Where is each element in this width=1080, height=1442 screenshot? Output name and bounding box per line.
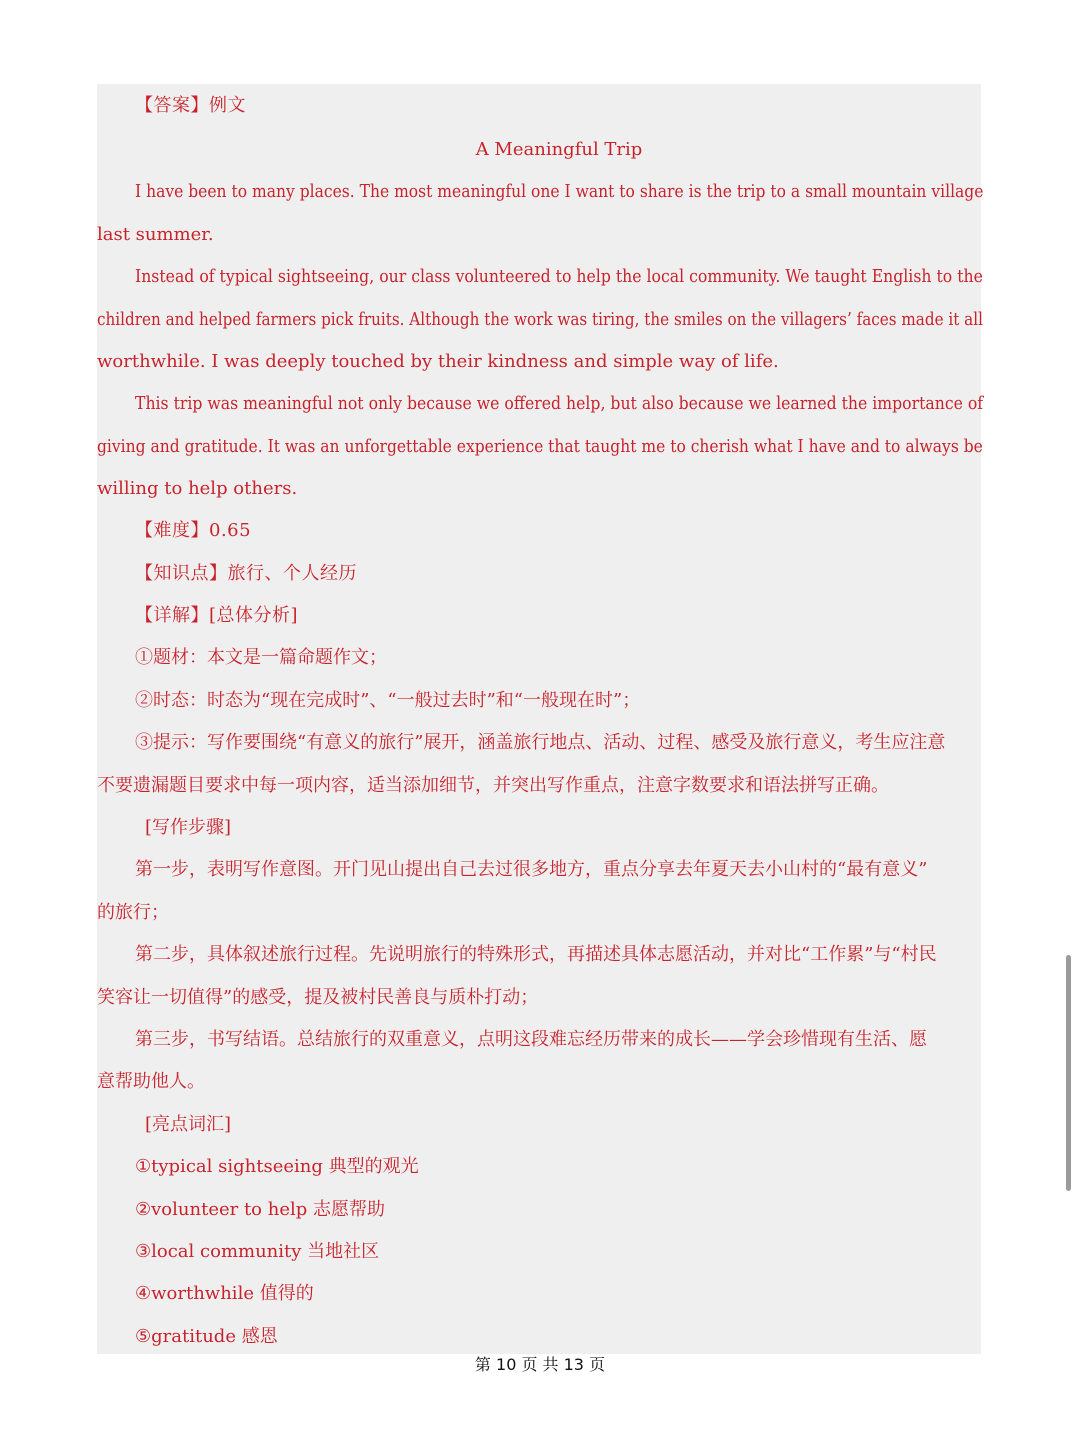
step-2-line-2: 笑容让一切值得”的感受，提及被村民善良与质朴打动； [97,987,539,1008]
step-3-line-1: 第三步，书写结语。总结旅行的双重意义，点明这段难忘经历带来的成长——学会珍惜现有生活、愿 [135,1029,927,1050]
step-3-line-2: 意帮助他人。 [97,1071,205,1092]
answer-label: 【答案】例文 [135,95,246,116]
essay-paragraph-1-line-2: last summer. [97,224,214,245]
analysis-item-tip-line-1: ③提示：写作要围绕“有意义的旅行”展开，涵盖旅行地点、活动、过程、感受及旅行意义，考生应注意 [135,732,946,753]
essay-paragraph-3-line-2: giving and gratitude. It was an unforgettable experience that taught me to cherish what I have and to always be [97,436,983,457]
vocab-item: ②volunteer to help 志愿帮助 [135,1199,385,1220]
step-1-line-1: 第一步，表明写作意图。开门见山提出自己去过很多地方，重点分享去年夏天去小山村的“最有意义” [135,859,928,880]
vocab-label: [亮点词汇] [145,1114,232,1135]
explanation-label: 【详解】[总体分析] [135,605,299,626]
answer-content-box [97,84,984,1354]
analysis-item-tense: ②时态：时态为“现在完成时”、“一般过去时”和“一般现在时”； [135,690,641,711]
essay-title: A Meaningful Trip [475,139,643,160]
vocab-item: ①typical sightseeing 典型的观光 [135,1156,419,1177]
essay-paragraph-3-line-3: willing to help others. [97,478,298,499]
analysis-item-tip-line-2: 不要遗漏题目要求中每一项内容，适当添加细节，并突出写作重点，注意字数要求和语法拼写正确。 [97,775,889,796]
essay-paragraph-2-line-3: worthwhile. I was deeply touched by their kindness and simple way of life. [97,351,779,372]
page-number-footer: 第 10 页 共 13 页 [474,1355,606,1374]
vocab-item: ③local community 当地社区 [135,1241,380,1262]
vocab-item: ④worthwhile 值得的 [135,1283,314,1304]
essay-paragraph-2-line-1: Instead of typical sightseeing, our class volunteered to help the local community. We taught English to the [135,266,983,287]
essay-paragraph-1-line-1: I have been to many places. The most meaningful one I want to share is the trip to a small mountain village [135,181,984,202]
essay-paragraph-2-line-2: children and helped farmers pick fruits. Although the work was tiring, the smiles on the villagers’ faces made it all [97,309,983,330]
step-1-line-2: 的旅行； [97,902,169,923]
scrollbar-thumb[interactable] [1066,955,1071,1191]
step-2-line-1: 第二步，具体叙述旅行过程。先说明旅行的特殊形式，再描述具体志愿活动，并对比“工作累”与“村民 [135,944,937,965]
writing-steps-label: [写作步骤] [145,817,232,838]
analysis-item-topic: ①题材：本文是一篇命题作文； [135,647,387,668]
essay-paragraph-3-line-1: This trip was meaningful not only because we offered help, but also because we learned the importance of [135,393,984,414]
difficulty-label: 【难度】0.65 [135,520,252,541]
vocab-item: ⑤gratitude 感恩 [135,1326,278,1347]
knowledge-point-label: 【知识点】旅行、个人经历 [135,563,357,584]
